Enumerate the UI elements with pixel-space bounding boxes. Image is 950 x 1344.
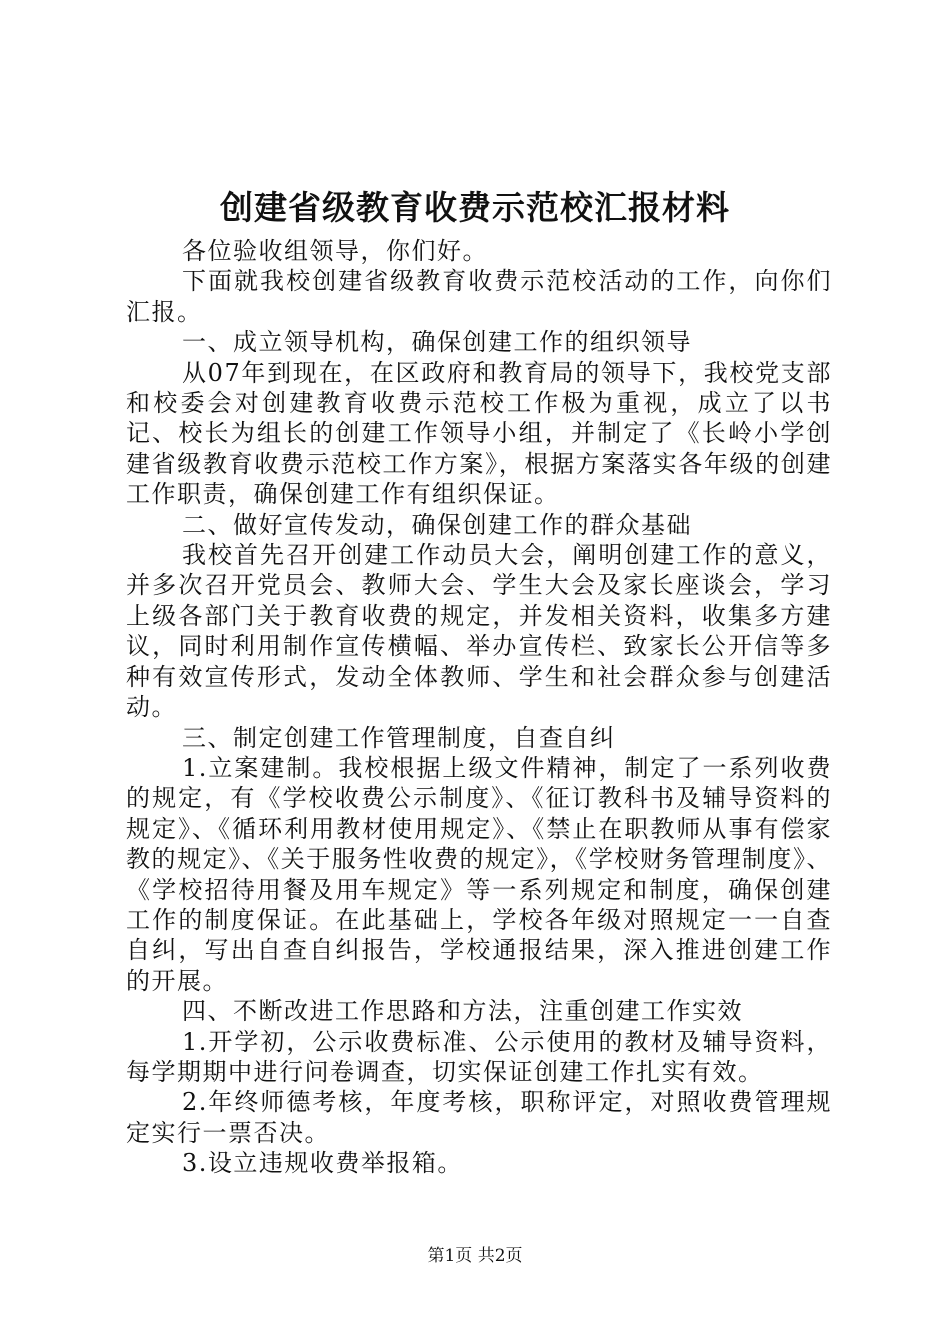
section-4-item-2: 2.年终师德考核，年度考核，职称评定，对照收费管理规定实行一票否决。 [126,1088,832,1147]
section-1-paragraph: 从07年到现在，在区政府和教育局的领导下，我校党支部和校委会对创建教育收费示范校工作极为重视，成立了以书记、校长为组长的创建工作领导小组，并制定了《长岭小学创建省级教育收费示范校工作方案》，根据方案落实各年级的创建工作职责，确保创建工作有组织保证。 [126,358,832,509]
section-2-paragraph: 我校首先召开创建工作动员大会，阐明创建工作的意义，并多次召开党员会、教师大会、学生大会及家长座谈会，学习上级各部门关于教育收费的规定，并发相关资料，收集多方建议，同时利用制作宣传横幅、举办宣传栏、致家长公开信等多种有效宣传形式，发动全体教师、学生和社会群众参与创建活动。 [126,541,832,722]
section-heading-1: 一、成立领导机构，确保创建工作的组织领导 [182,328,692,357]
intro-paragraph: 下面就我校创建省级教育收费示范校活动的工作，向你们汇报。 [126,267,832,326]
document-body [126,236,832,1179]
document-title: 创建省级教育收费示范校汇报材料 [220,188,730,227]
section-heading-3: 三、制定创建工作管理制度，自查自纠 [182,723,616,752]
page-number: 第1页 共2页 [427,1246,523,1266]
section-3-item-1: 1.立案建制。我校根据上级文件精神，制定了一系列收费的规定，有《学校收费公示制度》、《征订教科书及辅导资料的规定》、《循环利用教材使用规定》、《禁止在职教师从事有偿家教的规定》、《关于服务性收费的规定》，《学校财务管理制度》、《学校招待用餐及用车规定》等一系列规定和制度，确保创建工作的制度保证。在此基础上，学校各年级对照规定一一自查自纠，写出自查自纠报告，学校通报结果，深入推进创建工作的开展。 [126,753,832,995]
section-4-item-3: 3.设立违规收费举报箱。 [182,1149,463,1178]
section-heading-2: 二、做好宣传发动，确保创建工作的群众基础 [182,510,692,539]
section-4-item-1: 1.开学初，公示收费标准、公示使用的教材及辅导资料，每学期期中进行问卷调查，切实保证创建工作扎实有效。 [126,1027,832,1086]
section-heading-4: 四、不断改进工作思路和方法，注重创建工作实效 [182,997,743,1026]
greeting-paragraph: 各位验收组领导，你们好。 [182,237,488,265]
